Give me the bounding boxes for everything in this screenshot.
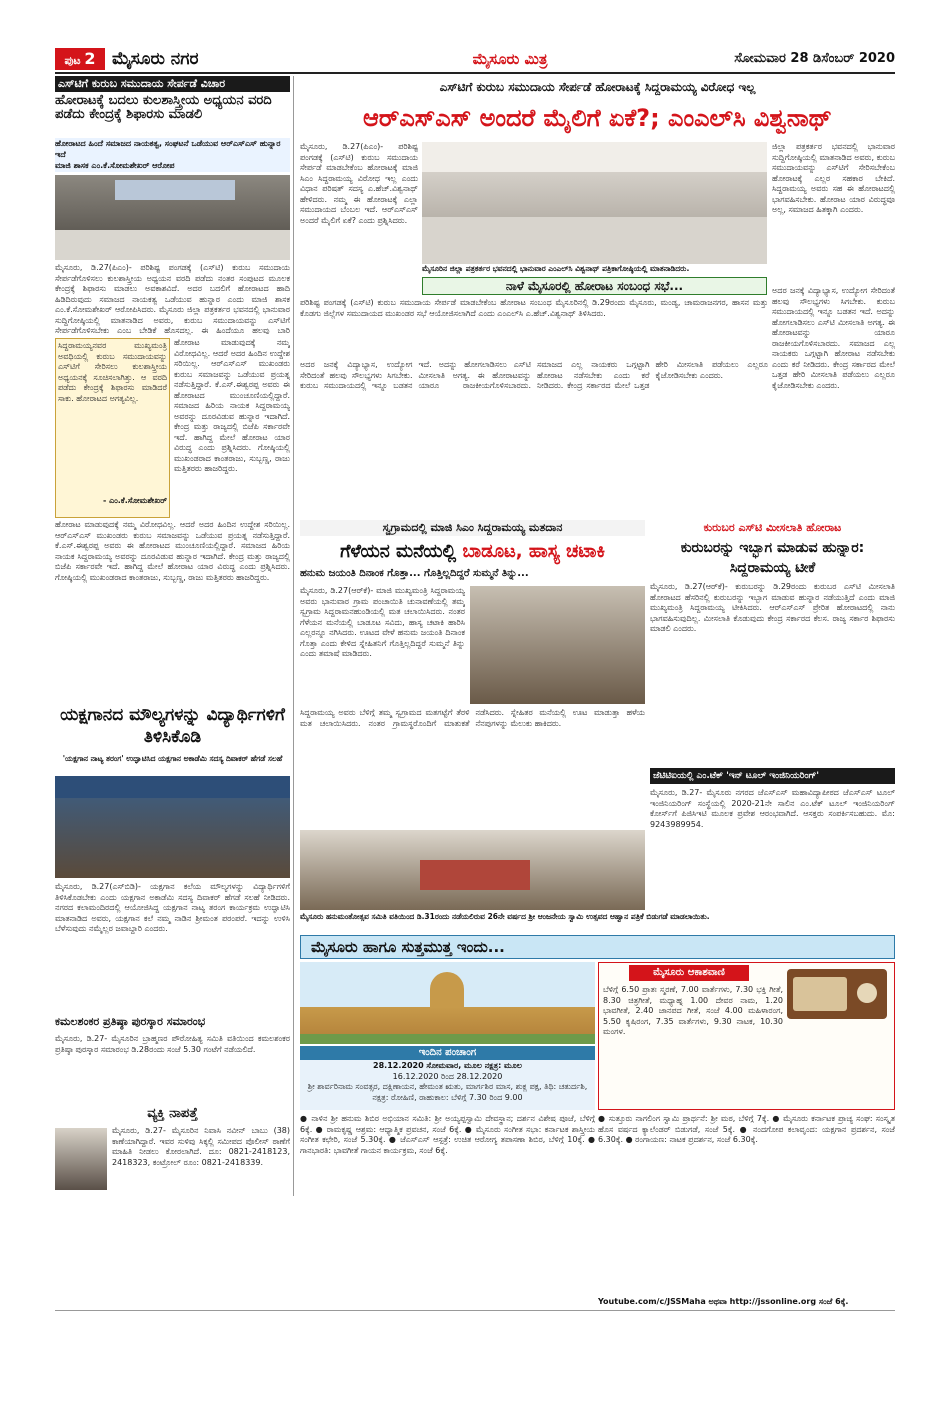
left-bullet-1: ಹೋರಾಟದ ಹಿಂದೆ ಸಮಾಜದ ನಾಯಕತ್ವ, ಸಂಘಟನೆ ಒಡೆಯುವ ಆರ್‌ಎಸ್‌ಎಸ್ ಹುನ್ನಾರ ಇದೆ <box>55 139 281 159</box>
middle-headline-b: ಬಾಡೂಟ, ಹಾಸ್ಯ ಚಟಾಕಿ <box>462 541 605 562</box>
middle-body-2: ಸಿದ್ದರಾಮಯ್ಯ ಅವರು ಬೆಳಿಗ್ಗೆ ತಮ್ಮ ಸ್ವಗ್ರಾಮದ ಮತಗಟ್ಟೆಗೆ ತೆರಳಿ ಮತ ಚಲಾಯಿಸಿದರು. ನಂತರ ಗ್ರಾಮಸ್ಥರೊಂದಿಗೆ ಮಾತುಕತೆ ನಡೆಸಿದರು. ಸ್ನೇಹಿತರ ಮನೆಯಲ್ಲಿ ಊಟ ಮಾಡುತ್ತಾ ಹಳೆಯ ನೆನಪುಗಳನ್ನು ಮೆಲುಕು ಹಾಕಿದರು. <box>300 708 645 728</box>
date-line: ಸೋಮವಾರ 28 ಡಿಸೆಂಬರ್ 2020 <box>734 51 895 66</box>
main-subhead-box <box>422 277 767 295</box>
radio-dial <box>857 983 877 1003</box>
events-right: ● ಸುತ್ತೂರು ನಾಗಲಿಂಗ ಸ್ವಾಮಿ ಪ್ರಾರ್ಥನೆ: ಶ್ರೀ ಮಠ, ಬೆಳಿಗ್ಗೆ 7ಕ್ಕೆ. ● ಮೈಸೂರು ಕರ್ನಾಟಕ ಪ್ರಾಚ್ಯ ಸಂಘ: ಸಂಸ್ಕೃತ ಹೊಸ ವರ್ಷದ ಕ್ಯಾಲೆಂಡರ್ ಬಿಡುಗಡೆ, ಸಂಜೆ 5ಕ್ಕೆ. ● ನಂದಗೋಪ ಕಲಾವೃಂದ: ಯಕ್ಷಗಾನ ಪ್ರದರ್ಶನ, ಸಂಜೆ 6.30ಕ್ಕೆ. ● ರಂಗಾಯಣ: ನಾಟಕ ಪ್ರದರ್ಶನ, ಸಂಜೆ 6.30ಕ್ಕೆ. <box>598 1114 895 1144</box>
hanuma-photo-posters <box>420 860 530 890</box>
panchanga-box <box>300 1046 595 1110</box>
today-banner <box>300 935 895 959</box>
award-headline: ಕಮಲಶಂಕರ ಪ್ರತಿಷ್ಠಾ ಪುರಸ್ಕಾರ ಸಮಾರಂಭ <box>55 1015 206 1028</box>
palace-lawn <box>300 1034 595 1044</box>
left-photo-banner <box>115 180 235 200</box>
hanuma-photo <box>300 830 645 910</box>
middle-headline-a: ಗೆಳೆಯನ ಮನೆಯಲ್ಲಿ <box>340 541 457 562</box>
yakshagana-photo <box>55 776 290 878</box>
missing-body: ಮೈಸೂರು, ಡಿ.27- ಮೈಸೂರಿನ ನಿವಾಸಿ ನವೀನ್ ಬಾಬು (38) ಕಾಣೆಯಾಗಿದ್ದಾರೆ. ಇವರ ಸುಳಿವು ಸಿಕ್ಕಲ್ಲಿ ಸಮೀಪದ ಪೊಲೀಸ್ ಠಾಣೆಗೆ ಮಾಹಿತಿ ನೀಡಲು ಕೋರಲಾಗಿದೆ. ದೂ: 0821-2418123, 2418323, ಕಂಟ್ರೋಲ್ ರೂಂ: 0821-2418339. <box>112 1126 290 1167</box>
left-body: ಮೈಸೂರು, ಡಿ.27(ಪಿಎಂ)- ಪರಿಶಿಷ್ಟ ಪಂಗಡಕ್ಕೆ (ಎಸ್‌ಟಿ) ಕುರುಬ ಸಮುದಾಯ ಸೇರ್ಪಡೆಗೊಳಿಸಲು ಕುಲಶಾಸ್ತ್ರೀಯ ಅಧ್ಯಯನ ವರದಿ ಪಡೆದು ನಂತರ ಸಂಪುಟದ ಮೂಲಕ ಕೇಂದ್ರಕ್ಕೆ ಶಿಫಾರಸು ಮಾಡಲು ಅವಕಾಶವಿದೆ. ಅದರ ಬದಲಿಗೆ ಹೋರಾಟದ ಹಾದಿ ಹಿಡಿದಿರುವುದು ಸಮಾಜದ ನಾಯಕತ್ವ ಒಡೆಯುವ ಹುನ್ನಾರ ಎಂದು ಮಾಜಿ ಶಾಸಕ ಎಂ.ಕೆ.ಸೋಮಶೇಖರ್ ಆರೋಪಿಸಿದರು. ಮೈಸೂರು ಜಿಲ್ಲಾ ಪತ್ರಕರ್ತರ ಭವನದಲ್ಲಿ ಭಾನುವಾರ ಸುದ್ದಿಗೋಷ್ಠಿಯಲ್ಲಿ ಮಾತನಾಡಿದ ಅವರು, ಕುರುಬ ಸಮುದಾಯವನ್ನು ಎಸ್‌ಟಿಗೆ ಸೇರ್ಪಡೆಗೊಳಿಸಬೇಕು ಎಂಬ ಬೇಡಿಕೆ ಹೊಸದಲ್ಲ. ಈ ಹಿಂದೆಯೂ ಹಲವು ಬಾರಿ <box>55 263 290 335</box>
radio-body: ಬೆಳಿಗ್ಗೆ 6.50 ಪ್ರಾತಃ ಸ್ಮರಣೆ, 7.00 ವಾರ್ತೆಗಳು, 7.30 ಭಕ್ತಿ ಗೀತೆ, 8.30 ಚಿತ್ರಗೀತೆ, ಮಧ್ಯಾಹ್ನ 1.00 ದೇವರ ನಾಮ, 1.20 ಭಾವಗೀತೆ, 2.40 ಜಾನಪದ ಗೀತೆ, ಸಂಜೆ 4.00 ಮಹಿಳಾರಂಗ, 5.50 ಕೃಷಿರಂಗ, 7.35 ವಾರ್ತೆಗಳು, 9.30 ನಾಟಕ, 10.30 ಮಂಗಳ. <box>603 985 783 1036</box>
main-photo <box>422 142 767 264</box>
main-body-right-2: ಅದರ ಜನಕ್ಕೆ ವಿದ್ಯಾಭ್ಯಾಸ, ಉದ್ಯೋಗ ಸೇರಿದಂತೆ ಹಲವು ಸೌಲಭ್ಯಗಳು ಸಿಗಬೇಕು. ಕುರುಬ ಸಮುದಾಯದಲ್ಲಿ ಇನ್ನೂ ಬಡತನ ಇದೆ. ಅದನ್ನು ಹೋಗಲಾಡಿಸಲು ಎಸ್‌ಟಿ ಮೀಸಲಾತಿ ಅಗತ್ಯ. ಈ ಹೋರಾಟವನ್ನು ಯಾರೂ ರಾಜಕೀಯಗೊಳಿಸಬಾರದು. ಸಮಾಜದ ಎಲ್ಲ ನಾಯಕರು ಒಗ್ಗಟ್ಟಾಗಿ ಹೋರಾಟ ನಡೆಸಬೇಕು ಎಂದು ಕರೆ ನೀಡಿದರು. ಕೇಂದ್ರ ಸರ್ಕಾರದ ಮೇಲೆ ಒತ್ತಡ ಹೇರಿ ಮೀಸಲಾತಿ ಪಡೆಯಲು ಎಲ್ಲರೂ ಕೈಜೋಡಿಸಬೇಕು ಎಂದರು. <box>772 286 895 390</box>
page-number-badge <box>55 48 105 70</box>
bottom-rule <box>55 1310 895 1311</box>
left-body-2: ಹೋರಾಟ ಮಾಡುವುದಕ್ಕೆ ನಮ್ಮ ವಿರೋಧವಿಲ್ಲ. ಆದರೆ ಅದರ ಹಿಂದಿನ ಉದ್ದೇಶ ಸರಿಯಿಲ್ಲ. ಆರ್‌ಎಸ್‌ಎಸ್ ಮುಖಂಡರು ಕುರುಬ ಸಮಾಜವನ್ನು ಒಡೆಯುವ ಪ್ರಯತ್ನ ನಡೆಸುತ್ತಿದ್ದಾರೆ. ಕೆ.ಎಸ್.ಈಶ್ವರಪ್ಪ ಅವರು ಈ ಹೋರಾಟದ ಮುಂಚೂಣಿಯಲ್ಲಿದ್ದಾರೆ. ಸಮಾಜದ ಹಿರಿಯ ನಾಯಕ ಸಿದ್ದರಾಮಯ್ಯ ಅವರನ್ನು ದೂರವಿಡುವ ಹುನ್ನಾರ ಇದಾಗಿದೆ. ಕೇಂದ್ರ ಮತ್ತು ರಾಜ್ಯದಲ್ಲಿ ಬಿಜೆಪಿ ಸರ್ಕಾರವೇ ಇದೆ. ಹಾಗಿದ್ದ ಮೇಲೆ ಹೋರಾಟ ಯಾರ ವಿರುದ್ಧ ಎಂದು ಪ್ರಶ್ನಿಸಿದರು. ಗೋಷ್ಠಿಯಲ್ಲಿ ಮುಖಂಡರಾದ ಕಾಂತರಾಜು, ಸುಬ್ಬಣ್ಣ, ರಾಜು ಮತ್ತಿತರರು ಹಾಜರಿದ್ದರು. <box>174 338 290 473</box>
events-left: ● ನಾಳಿನ ಶ್ರೀ ಹನುಮ ಶಿಬಿರ ಅಭಿಯಾನ ಸಮಿತಿ: ಶ್ರೀ ಅಯ್ಯಪ್ಪಸ್ವಾಮಿ ದೇವಸ್ಥಾನ; ದರ್ಶನ ವಿಶೇಷ ಪೂಜೆ, ಬೆಳಿಗ್ಗೆ 6ಕ್ಕೆ. ● ರಾಮಕೃಷ್ಣ ಆಶ್ರಮ: ಆಧ್ಯಾತ್ಮಿಕ ಪ್ರವಚನ, ಸಂಜೆ 6ಕ್ಕೆ. ● ಮೈಸೂರು ಸಂಗೀತ ಸಭಾ: ಕರ್ನಾಟಕ ಶಾಸ್ತ್ರೀಯ ಸಂಗೀತ ಕಛೇರಿ, ಸಂಜೆ 5.30ಕ್ಕೆ. ● ಜೆಎಸ್‌ಎಸ್ ಆಸ್ಪತ್ರೆ: ಉಚಿತ ಆರೋಗ್ಯ ತಪಾಸಣಾ ಶಿಬಿರ, ಬೆಳಿಗ್ಗೆ 10ಕ್ಕೆ. ● ಗಾನಭಾರತಿ: ಭಾವಗೀತೆ ಗಾಯನ ಕಾರ್ಯಕ್ರಮ, ಸಂಜೆ 6ಕ್ಕೆ. <box>300 1114 595 1155</box>
left-quote-text: ಸಿದ್ದರಾಮಯ್ಯನವರ ಮುಖ್ಯಮಂತ್ರಿ ಅವಧಿಯಲ್ಲಿ ಕುರುಬ ಸಮುದಾಯವನ್ನು ಎಸ್‌ಟಿಗೆ ಸೇರಿಸಲು ಕುಲಶಾಸ್ತ್ರೀಯ ಅಧ್ಯಯನಕ್ಕೆ ಸೂಚಿಸಲಾಗಿತ್ತು. ಆ ವರದಿ ಪಡೆದು ಕೇಂದ್ರಕ್ಕೆ ಶಿಫಾರಸು ಮಾಡಿದರೆ ಸಾಕು. ಹೋರಾಟದ ಅಗತ್ಯವಿಲ್ಲ. <box>58 341 167 403</box>
main-headline: ಆರ್‌ಎಸ್‌ಎಸ್ ಅಂದರೆ ಮೈಲಿಗೆ ಏಕೆ?; ಎಂಎಲ್‌ಸಿ ವಿಶ್ವನಾಥ್ <box>363 104 832 132</box>
main-body-cols: ಅದರ ಜನಕ್ಕೆ ವಿದ್ಯಾಭ್ಯಾಸ, ಉದ್ಯೋಗ ಸೇರಿದಂತೆ ಹಲವು ಸೌಲಭ್ಯಗಳು ಸಿಗಬೇಕು. ಕುರುಬ ಸಮುದಾಯದಲ್ಲಿ ಇನ್ನೂ ಬಡತನ ಇದೆ. ಅದನ್ನು ಹೋಗಲಾಡಿಸಲು ಎಸ್‌ಟಿ ಮೀಸಲಾತಿ ಅಗತ್ಯ. ಈ ಹೋರಾಟವನ್ನು ಯಾರೂ ರಾಜಕೀಯಗೊಳಿಸಬಾರದು. ಸಮಾಜದ ಎಲ್ಲ ನಾಯಕರು ಒಗ್ಗಟ್ಟಾಗಿ ಹೋರಾಟ ನಡೆಸಬೇಕು ಎಂದು ಕರೆ ನೀಡಿದರು. ಕೇಂದ್ರ ಸರ್ಕಾರದ ಮೇಲೆ ಒತ್ತಡ ಹೇರಿ ಮೀಸಲಾತಿ ಪಡೆಯಲು ಎಲ್ಲರೂ ಕೈಜೋಡಿಸಬೇಕು ಎಂದರು. <box>300 360 768 390</box>
hanuma-caption: ಮೈಸೂರು ಹನುಮಂತೋತ್ಸವ ಸಮಿತಿ ವತಿಯಿಂದ ಡಿ.31ರಂದು ನಡೆಯಲಿರುವ 26ನೇ ವರ್ಷದ ಶ್ರೀ ಆಂಜನೇಯ ಸ್ವಾಮಿ ಉತ್ಸವದ ಆಹ್ವಾನ ಪತ್ರಿಕೆ ಬಿಡುಗಡೆ ಮಾಡಲಾಯಿತು. <box>300 912 710 921</box>
yakshagana-photo-banner <box>55 776 290 798</box>
left-quote-box <box>55 338 170 518</box>
left-headline: ಹೋರಾಟಕ್ಕೆ ಬದಲು ಕುಲಶಾಸ್ತ್ರೀಯ ಅಧ್ಯಯನ ವರದಿ ಪಡೆದು ಕೇಂದ್ರಕ್ಕೆ ಶಿಫಾರಸು ಮಾಡಲಿ <box>55 94 272 122</box>
main-photo-caption: ಮೈಸೂರಿನ ಜಿಲ್ಲಾ ಪತ್ರಕರ್ತರ ಭವನದಲ್ಲಿ ಭಾನುವಾರ ಎಂಎಲ್‌ಸಿ ವಿಶ್ವನಾಥ್ ಪತ್ರಿಕಾಗೋಷ್ಠಿಯಲ್ಲಿ ಮಾತನಾಡಿದರು. <box>422 264 690 273</box>
right-headline: ಕುರುಬರನ್ನು ಇಬ್ಭಾಗ ಮಾಡುವ ಹುನ್ನಾರ: ಸಿದ್ದರಾಮಯ್ಯ ಟೀಕೆ <box>680 540 865 576</box>
main-body-left: ಮೈಸೂರು, ಡಿ.27(ಪಿಎಂ)- ಪರಿಶಿಷ್ಟ ಪಂಗಡಕ್ಕೆ (ಎಸ್‌ಟಿ) ಕುರುಬ ಸಮುದಾಯ ಸೇರ್ಪಡೆ ಮಾಡಬೇಕೆಂಬ ಹೋರಾಟಕ್ಕೆ ಮಾಜಿ ಸಿಎಂ ಸಿದ್ದರಾಮಯ್ಯ ವಿರೋಧ ಇಲ್ಲ ಎಂದು ವಿಧಾನ ಪರಿಷತ್ ಸದಸ್ಯ ಎ.ಹೆಚ್.ವಿಶ್ವನಾಥ್ ಹೇಳಿದರು. ನಮ್ಮ ಈ ಹೋರಾಟಕ್ಕೆ ಎಲ್ಲಾ ಸಮುದಾಯದ ಬೆಂಬಲ ಇದೆ. ಆರ್‌ಎಸ್‌ಎಸ್ ಅಂದರೆ ಮೈಲಿಗೆ ಏಕೆ? ಎಂದು ಪ್ರಶ್ನಿಸಿದರು. <box>300 142 418 225</box>
section-title: ಮೈಸೂರು ನಗರ <box>112 49 199 69</box>
main-body-right: ಜಿಲ್ಲಾ ಪತ್ರಕರ್ತರ ಭವನದಲ್ಲಿ ಭಾನುವಾರ ಸುದ್ದಿಗೋಷ್ಠಿಯಲ್ಲಿ ಮಾತನಾಡಿದ ಅವರು, ಕುರುಬ ಸಮುದಾಯವನ್ನು ಎಸ್‌ಟಿಗೆ ಸೇರಿಸಬೇಕೆಂಬ ಹೋರಾಟಕ್ಕೆ ಎಲ್ಲರ ಸಹಕಾರ ಬೇಕಿದೆ. ಸಿದ್ದರಾಮಯ್ಯ ಅವರು ಸಹ ಈ ಹೋರಾಟದಲ್ಲಿ ಭಾಗವಹಿಸಬೇಕು. ಹೋರಾಟ ಯಾರ ವಿರುದ್ಧವೂ ಅಲ್ಲ, ಸಮಾಜದ ಹಿತಕ್ಕಾಗಿ ಎಂದರು. <box>772 142 895 214</box>
yakshagana-subhead: 'ಯಕ್ಷಗಾನ ನಾಟ್ಯ ತರಂಗ' ಉದ್ಘಾಟಿಸಿದ ಯಕ್ಷಗಾನ ಅಕಾಡೆಮಿ ಸದಸ್ಯ ದಿವಾಕರ್ ಹೆಗಡೆ ಸಲಹೆ <box>62 754 283 763</box>
masthead <box>0 45 945 75</box>
middle-body: ಮೈಸೂರು, ಡಿ.27(ಆರ್‌ಕೆ)- ಮಾಜಿ ಮುಖ್ಯಮಂತ್ರಿ ಸಿದ್ದರಾಮಯ್ಯ ಅವರು ಭಾನುವಾರ ಗ್ರಾಮ ಪಂಚಾಯಿತಿ ಚುನಾವಣೆಯಲ್ಲಿ ತಮ್ಮ ಸ್ವಗ್ರಾಮ ಸಿದ್ದರಾಮನಹುಂಡಿಯಲ್ಲಿ ಮತ ಚಲಾಯಿಸಿದರು. ನಂತರ ಗೆಳೆಯನ ಮನೆಯಲ್ಲಿ ಬಾಡೂಟ ಸವಿದು, ಹಾಸ್ಯ ಚಟಾಕಿ ಹಾರಿಸಿ ಎಲ್ಲರನ್ನೂ ನಗಿಸಿದರು. ಊಟದ ವೇಳೆ ಹನುಮ ಜಯಂತಿ ದಿನಾಂಕ ಗೊತ್ತಾ ಎಂದು ಕೇಳಿದ ಸ್ನೇಹಿತನಿಗೆ ಗೊತ್ತಿಲ್ಲದಿದ್ದರೆ ಸುಮ್ಮನೆ ತಿನ್ನು ಎಂದು ತಮಾಷೆ ಮಾಡಿದರು. <box>300 586 465 658</box>
left-photo-table <box>55 230 290 260</box>
radio-icon <box>787 969 887 1019</box>
missing-headline: ವ್ಯಕ್ತಿ ನಾಪತ್ತೆ <box>147 1106 198 1121</box>
award-body: ಮೈಸೂರು, ಡಿ.27- ಮೈಸೂರಿನ ಬ್ರಾಹ್ಮಣರ ಪೌರೋಹಿತ್ಯ ಸಮಿತಿ ವತಿಯಿಂದ ಕಮಲಶಂಕರ ಪ್ರತಿಷ್ಠಾ ಪುರಸ್ಕಾರ ಸಮಾರಂಭ ಡಿ.28ರಂದು ಸಂಜೆ 5.30 ಗಂಟೆಗೆ ನಡೆಯಲಿದೆ. <box>55 1034 290 1054</box>
today-banner-text: ಮೈಸೂರು ಹಾಗೂ ಸುತ್ತಮುತ್ತ ಇಂದು... <box>311 938 505 956</box>
right-kicker: ಕುರುಬರ ಎಸ್‌ಟಿ ಮೀಸಲಾತಿ ಹೋರಾಟ <box>703 521 842 534</box>
right-body: ಮೈಸೂರು, ಡಿ.27(ಆರ್‌ಕೆ)- ಕುರುಬರನ್ನು ಡಿ.29ರಂದು ಕುರುಬರ ಎಸ್‌ಟಿ ಮೀಸಲಾತಿ ಹೋರಾಟದ ಹೆಸರಿನಲ್ಲಿ ಕುರುಬರನ್ನು ಇಬ್ಭಾಗ ಮಾಡುವ ಹುನ್ನಾರ ನಡೆಯುತ್ತಿದೆ ಎಂದು ಮಾಜಿ ಮುಖ್ಯಮಂತ್ರಿ ಸಿದ್ದರಾಮಯ್ಯ ಟೀಕಿಸಿದರು. ಆರ್‌ಎಸ್‌ಎಸ್ ಪ್ರೇರಿತ ಹೋರಾಟದಲ್ಲಿ ನಾನು ಭಾಗವಹಿಸುವುದಿಲ್ಲ. ಮೀಸಲಾತಿ ಕೊಡುವುದು ಕೇಂದ್ರ ಸರ್ಕಾರದ ಕೆಲಸ. ರಾಜ್ಯ ಸರ್ಕಾರ ಶಿಫಾರಸು ಮಾಡಲಿ ಎಂದರು. <box>650 582 895 633</box>
radio-speaker <box>793 977 847 1011</box>
main-sub-body: ಪರಿಶಿಷ್ಟ ಪಂಗಡಕ್ಕೆ (ಎಸ್‌ಟಿ) ಕುರುಬ ಸಮುದಾಯ ಸೇರ್ಪಡೆ ಮಾಡಬೇಕೆಂಬ ಹೋರಾಟ ಸಂಬಂಧ ಮೈಸೂರಿನಲ್ಲಿ ಡಿ.29ರಂದು ಮೈಸೂರು, ಮಂಡ್ಯ, ಚಾಮರಾಜನಗರ, ಹಾಸನ ಮತ್ತು ಕೊಡಗು ಜಿಲ್ಲೆಗಳ ಸಮುದಾಯದ ಮುಖಂಡರ ಸಭೆ ಆಯೋಜಿಸಲಾಗಿದೆ ಎಂದು ಎಂಎಲ್‌ಸಿ ಎ.ಹೆಚ್.ವಿಶ್ವನಾಥ್ ತಿಳಿಸಿದರು. <box>300 298 768 318</box>
page-label: ಪುಟ <box>64 54 81 67</box>
panchanga-body: ಶ್ರೀ ಶಾರ್ವರಿನಾಮ ಸಂವತ್ಸರ, ದಕ್ಷಿಣಾಯನ, ಹೇಮಂತ ಋತು, ಮಾರ್ಗಶಿರ ಮಾಸ, ಶುಕ್ಲ ಪಕ್ಷ, ತಿಥಿ: ಚತುರ್ದಶಿ, ನಕ್ಷತ್ರ: ರೋಹಿಣಿ, ರಾಹುಕಾಲ: ಬೆಳಿಗ್ಗೆ 7.30 ರಿಂದ 9.00 <box>307 1082 588 1102</box>
main-photo-table <box>422 217 767 264</box>
masthead-rule <box>55 72 895 74</box>
right-sub-body: ಮೈಸೂರು, ಡಿ.27- ಮೈಸೂರು ನಗರದ ಜೆಎಸ್‌ಎಸ್ ಮಹಾವಿದ್ಯಾಪೀಠದ ಜೆಎಸ್‌ಎಸ್ ಟೂಲ್ ಇಂಜಿನಿಯರಿಂಗ್ ಸಂಸ್ಥೆಯಲ್ಲಿ 2020-21ನೇ ಸಾಲಿನ ಎಂ.ಟೆಕ್ ಟೂಲ್ ಇಂಜಿನಿಯರಿಂಗ್ ಕೋರ್ಸ್‌ಗೆ ಪಿಜಿಸಿಇಟಿ ಮೂಲಕ ಪ್ರವೇಶ ಆರಂಭವಾಗಿದೆ. ಆಸಕ್ತರು ಸಂಪರ್ಕಿಸಬಹುದು. ಮೊ: 9243989954. <box>650 788 895 829</box>
yakshagana-headline: ಯಕ್ಷಗಾನದ ಮೌಲ್ಯಗಳನ್ನು ವಿದ್ಯಾರ್ಥಿಗಳಿಗೆ ತಿಳಿಸಿಕೊಡಿ <box>60 705 285 747</box>
left-bullet-2: ಮಾಜಿ ಶಾಸಕ ಎಂ.ಕೆ.ಸೋಮಶೇಖರ್ ಆರೋಪ <box>55 161 175 170</box>
column-divider <box>293 76 294 1196</box>
right-subhead-box <box>650 768 895 784</box>
left-press-photo <box>55 175 290 260</box>
right-subhead: ಜೆಟಿಟಿಐಯಲ್ಲಿ ಎಂ.ಟೆಕ್ 'ಇನ್ ಟೂಲ್ ಇಂಜಿನಿಯರಿಂಗ್' <box>653 771 820 781</box>
left-body-3: ಹೋರಾಟ ಮಾಡುವುದಕ್ಕೆ ನಮ್ಮ ವಿರೋಧವಿಲ್ಲ. ಆದರೆ ಅದರ ಹಿಂದಿನ ಉದ್ದೇಶ ಸರಿಯಿಲ್ಲ. ಆರ್‌ಎಸ್‌ಎಸ್ ಮುಖಂಡರು ಕುರುಬ ಸಮಾಜವನ್ನು ಒಡೆಯುವ ಪ್ರಯತ್ನ ನಡೆಸುತ್ತಿದ್ದಾರೆ. ಕೆ.ಎಸ್.ಈಶ್ವರಪ್ಪ ಅವರು ಈ ಹೋರಾಟದ ಮುಂಚೂಣಿಯಲ್ಲಿದ್ದಾರೆ. ಸಮಾಜದ ಹಿರಿಯ ನಾಯಕ ಸಿದ್ದರಾಮಯ್ಯ ಅವರನ್ನು ದೂರವಿಡುವ ಹುನ್ನಾರ ಇದಾಗಿದೆ. ಕೇಂದ್ರ ಮತ್ತು ರಾಜ್ಯದಲ್ಲಿ ಬಿಜೆಪಿ ಸರ್ಕಾರವೇ ಇದೆ. ಹಾಗಿದ್ದ ಮೇಲೆ ಹೋರಾಟ ಯಾರ ವಿರುದ್ಧ ಎಂದು ಪ್ರಶ್ನಿಸಿದರು. ಗೋಷ್ಠಿಯಲ್ಲಿ ಮುಖಂಡರಾದ ಕಾಂತರಾಜು, ಸುಬ್ಬಣ್ಣ, ರಾಜು ಮತ್ತಿತರರು ಹಾಜರಿದ್ದರು. <box>55 520 290 582</box>
main-kicker: ಎಸ್‌ಟಿಗೆ ಕುರುಬ ಸಮುದಾಯ ಸೇರ್ಪಡೆ ಹೋರಾಟಕ್ಕೆ ಸಿದ್ದರಾಮಯ್ಯ ವಿರೋಧ ಇಲ್ಲ <box>439 80 756 94</box>
panchanga-title: ಇಂದಿನ ಪಂಚಾಂಗ <box>300 1046 595 1060</box>
palace-dome <box>430 972 464 1008</box>
missing-photo <box>55 1128 107 1190</box>
radio-title: ಮೈಸೂರು ಆಕಾಶವಾಣಿ <box>629 965 749 981</box>
radio-box <box>598 962 895 1110</box>
panchanga-date: 28.12.2020 ಸೋಮವಾರ, ಮೂಲ ನಕ್ಷತ್ರ: ಮೂಲ <box>373 1061 522 1070</box>
events-footer: Youtube.com/c/JSSMaha ಅಥವಾ http://jssonline.org ಸಂಜೆ 6ಕ್ಕೆ. <box>598 1297 849 1306</box>
panchanga-date-2: 16.12.2020 ರಿಂದ 28.12.2020 <box>392 1072 503 1081</box>
main-photo-wall <box>422 142 767 172</box>
left-quote-author: - ಎಂ.ಕೆ.ಸೋಮಶೇಖರ್ <box>102 496 167 505</box>
yakshagana-body: ಮೈಸೂರು, ಡಿ.27(ಎಸ್‌ಬಿಡಿ)- ಯಕ್ಷಗಾನ ಕಲೆಯ ಮೌಲ್ಯಗಳನ್ನು ವಿದ್ಯಾರ್ಥಿಗಳಿಗೆ ತಿಳಿಸಿಕೊಡಬೇಕು ಎಂದು ಯಕ್ಷಗಾನ ಅಕಾಡೆಮಿ ಸದಸ್ಯ ದಿವಾಕರ್ ಹೆಗಡೆ ಸಲಹೆ ನೀಡಿದರು. ನಗರದ ಕಲಾಮಂದಿರದಲ್ಲಿ ಆಯೋಜಿಸಿದ್ದ ಯಕ್ಷಗಾನ ನಾಟ್ಯ ತರಂಗ ಕಾರ್ಯಕ್ರಮ ಉದ್ಘಾಟಿಸಿ ಮಾತನಾಡಿದ ಅವರು, ಯಕ್ಷಗಾನ ಕಲೆ ನಮ್ಮ ನಾಡಿನ ಶ್ರೀಮಂತ ಪರಂಪರೆ. ಇದನ್ನು ಉಳಿಸಿ ಬೆಳೆಸುವುದು ನಮ್ಮೆಲ್ಲರ ಜವಾಬ್ದಾರಿ ಎಂದರು. <box>55 882 290 933</box>
main-subhead: ನಾಳೆ ಮೈಸೂರಲ್ಲಿ ಹೋರಾಟ ಸಂಬಂಧ ಸಭೆ... <box>505 279 684 293</box>
palace-image <box>300 962 595 1044</box>
left-kicker: ಎಸ್‌ಟಿಗೆ ಕುರುಬ ಸಮುದಾಯ ಸೇರ್ಪಡೆ ವಿಚಾರ <box>55 76 290 92</box>
middle-photo <box>470 586 645 704</box>
paper-name: ಮೈಸೂರು ಮಿತ್ರ <box>472 50 548 68</box>
middle-subhead: ಹನುಮ ಜಯಂತಿ ದಿನಾಂಕ ಗೊತ್ತಾ... ಗೊತ್ತಿಲ್ಲದಿದ್ದರೆ ಸುಮ್ಮನೆ ತಿನ್ನು... <box>300 568 529 579</box>
page-number: 2 <box>84 49 96 68</box>
middle-headline <box>300 538 645 566</box>
middle-kicker: ಸ್ವಗ್ರಾಮದಲ್ಲಿ ಮಾಜಿ ಸಿಎಂ ಸಿದ್ದರಾಮಯ್ಯ ಮತದಾನ <box>300 520 645 536</box>
left-bullets <box>55 138 290 172</box>
